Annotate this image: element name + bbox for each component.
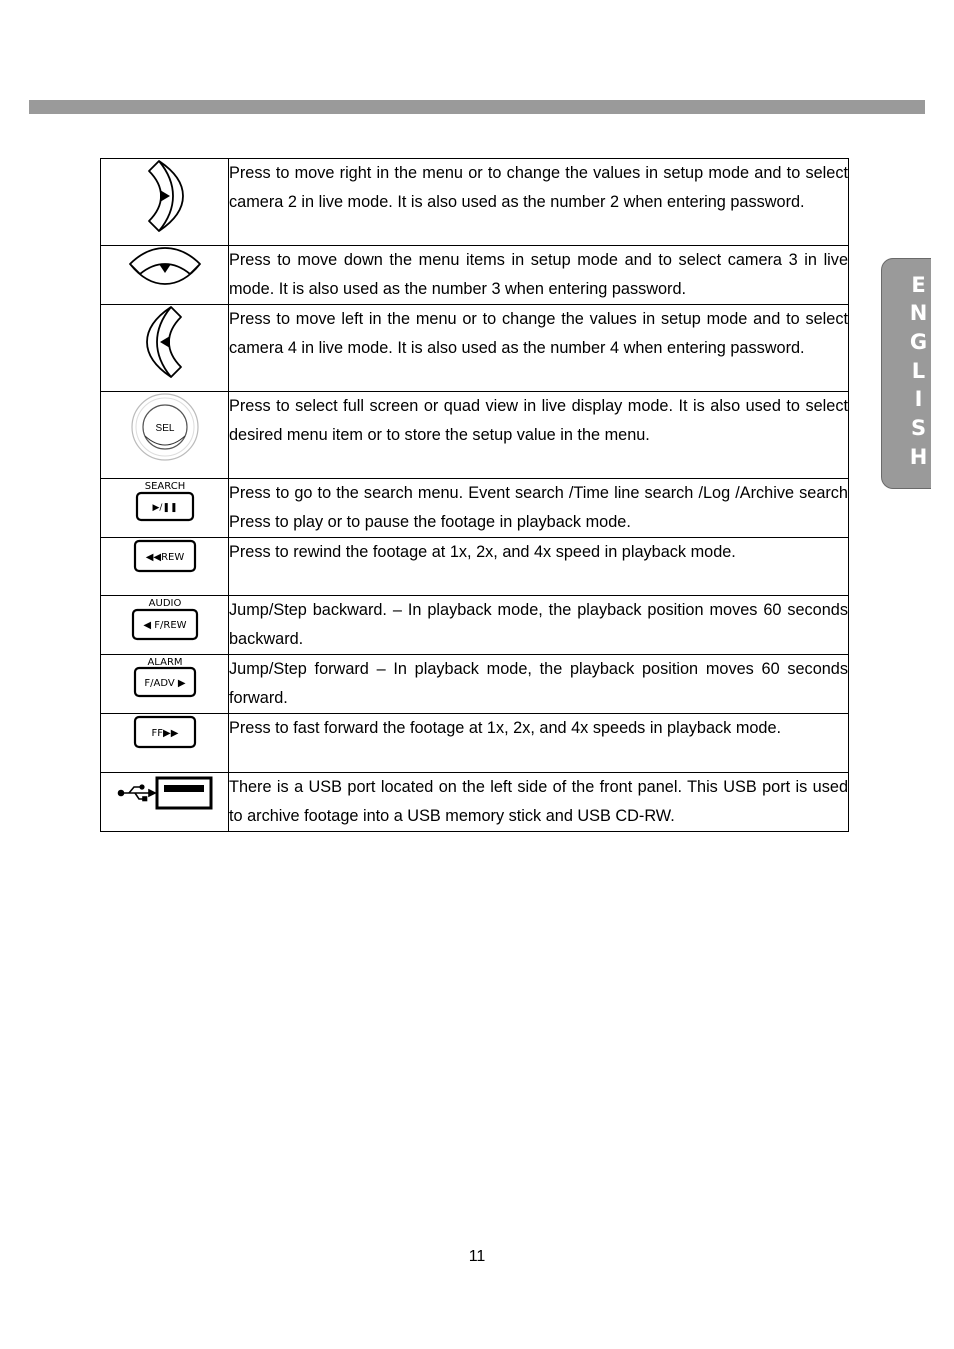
table-row: [101, 479, 849, 538]
icon-cell: [101, 246, 229, 305]
description-cell: There is a USB port located on the left side of the front panel. This USB port is used to archive footage into a USB memory stick and USB CD-RW.: [229, 773, 849, 832]
frew-key-label: ◀ F/REW: [142, 620, 187, 631]
down-arrow-key-icon: [128, 246, 202, 286]
language-tab: [881, 258, 931, 489]
usb-port-icon: [115, 773, 215, 813]
table-row: [101, 714, 849, 773]
left-arrow-key-icon: [145, 305, 185, 379]
rew-key-label: ◀◀REW: [145, 552, 184, 563]
icon-cell: [101, 538, 229, 596]
right-arrow-key-icon: [145, 159, 185, 233]
icon-cell: [101, 159, 229, 246]
description-cell: Press to move right in the menu or to change the values in setup mode and to select camera 2 in live mode. It is also used as the number 2 when entering password.: [229, 159, 849, 246]
icon-cell: [101, 305, 229, 392]
description-cell: Press to rewind the footage at 1x, 2x, and 4x speed in playback mode.: [229, 538, 849, 596]
table-row: [101, 596, 849, 655]
table-row: [101, 159, 849, 246]
fadv-key-label: F/ADV ▶: [143, 678, 186, 689]
description-cell: Press to fast forward the footage at 1x, 2x, and 4x speeds in playback mode.: [229, 714, 849, 773]
language-letter: L: [911, 359, 926, 383]
rewind-button-icon: [132, 538, 198, 574]
table-row: [101, 392, 849, 479]
alarm-fadv-button-icon: [132, 655, 198, 699]
page-number: 11: [468, 1248, 486, 1265]
icon-cell: [101, 392, 229, 479]
description-cell: Press to move left in the menu or to change the values in setup mode and to select camera 4 in live mode. It is also used as the number 4 when entering password.: [229, 305, 849, 392]
fast-forward-button-icon: [132, 714, 198, 750]
table-row: [101, 773, 849, 832]
language-letter: H: [909, 445, 928, 469]
language-letter: E: [911, 273, 926, 297]
table-row: [101, 246, 849, 305]
description-cell: Press to select full screen or quad view in live display mode. It is also used to select desired menu item or to store the setup value in the menu.: [229, 392, 849, 479]
description-cell: Press to move down the menu items in setup mode and to select camera 3 in live mode. It is also used as the number 3 when entering password.: [229, 246, 849, 305]
icon-cell: [101, 479, 229, 538]
language-letter: I: [914, 387, 923, 411]
ff-key-label: FF▶▶: [151, 728, 178, 739]
audio-frew-button-icon: [130, 596, 200, 642]
icon-cell: [101, 596, 229, 655]
language-letter: G: [909, 330, 928, 354]
search-label: SEARCH: [144, 481, 185, 492]
table-row: [101, 655, 849, 714]
header-bar: [29, 100, 925, 114]
icon-cell: [101, 714, 229, 773]
search-play-pause-button-icon: [133, 479, 197, 523]
table-row: [101, 538, 849, 596]
table-row: [101, 305, 849, 392]
icon-cell: [101, 773, 229, 832]
description-cell: Press to go to the search menu. Event search /Time line search /Log /Archive search Press to play or to pause the footage in playback mode.: [229, 479, 849, 538]
icon-cell: [101, 655, 229, 714]
front-panel-keys-table: [100, 158, 865, 832]
alarm-label: ALARM: [146, 657, 183, 668]
audio-label: AUDIO: [148, 598, 181, 609]
sel-button-icon: [130, 392, 200, 462]
language-letter: N: [909, 301, 928, 325]
play-pause-key-label: ▶/❚❚: [151, 503, 178, 513]
description-cell: Jump/Step backward. – In playback mode, the playback position moves 60 seconds backward.: [229, 596, 849, 655]
description-cell: Jump/Step forward – In playback mode, the playback position moves 60 seconds forward.: [229, 655, 849, 714]
language-letter: S: [910, 416, 927, 440]
sel-label: SEL: [155, 423, 174, 434]
